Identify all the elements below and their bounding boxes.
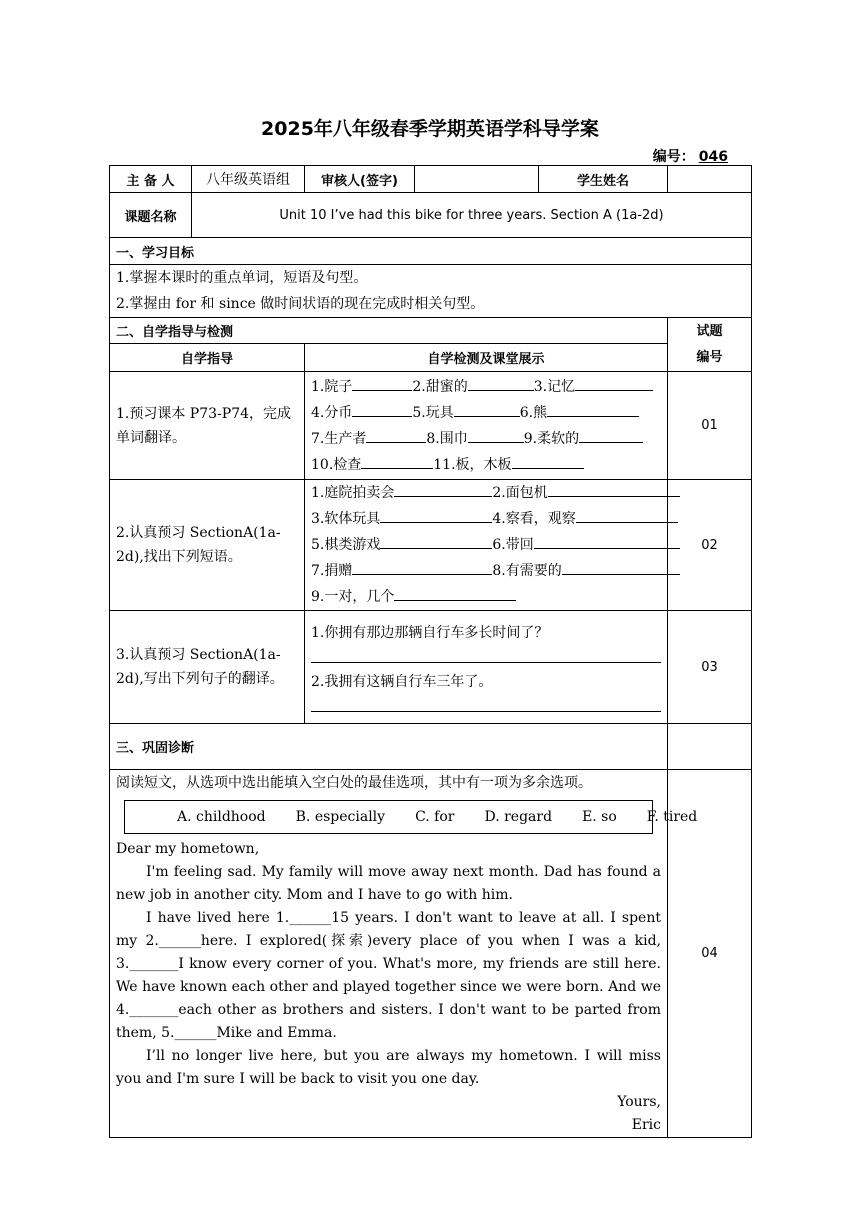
exercise-row (110, 480, 752, 611)
learning-goals (110, 265, 752, 318)
answer-blank[interactable] (468, 428, 524, 443)
item-label: 3.记忆 (533, 378, 576, 395)
question-id-header-line2: 编号 (696, 349, 723, 365)
answer-blank[interactable] (454, 402, 520, 417)
student-name-label: 学生姓名 (539, 166, 668, 193)
item-label: 4.分币 (311, 404, 353, 421)
code-label: 编号： (652, 149, 695, 165)
option: E. so (582, 809, 617, 825)
question-id-header (668, 318, 752, 372)
reading-instruction: 阅读短文，从选项中选出能填入空白处的最佳选项，其中有一项为多余选项。 (116, 775, 592, 791)
option: C. for (415, 809, 455, 825)
answer-blank[interactable] (361, 454, 433, 469)
topic-row (110, 193, 752, 238)
answer-blank[interactable] (352, 376, 412, 391)
item-label: 4.察看，观察 (492, 511, 576, 527)
item-label: 1.庭院拍卖会 (311, 485, 395, 501)
answer-blank[interactable] (380, 534, 492, 549)
topic-label: 课题名称 (110, 193, 192, 238)
section3-heading: 三、巩固诊断 (110, 724, 668, 770)
question-id: 04 (668, 770, 752, 1138)
question-id: 03 (668, 611, 752, 724)
options-box (124, 800, 698, 834)
empty-cell (668, 724, 752, 770)
answer-blank[interactable] (579, 428, 643, 443)
page-title: 2025年八年级春季学期英语学科导学案 (261, 118, 599, 140)
option: F. tired (646, 809, 698, 825)
item-label: 3.软体玩具 (311, 511, 381, 527)
question-id: 01 (668, 372, 752, 480)
answer-blank[interactable] (562, 560, 680, 575)
info-row (110, 166, 752, 193)
guide-text: 1.预习课本 P73-P74，完成单词翻译。 (110, 372, 305, 480)
guide-column-header: 自学指导 (110, 344, 305, 372)
goal-item: 2.掌握由 for 和 since 做时间状语的现在完成时相关句型。 (116, 296, 485, 312)
reading-exercise (110, 770, 698, 1138)
answer-blank[interactable] (468, 376, 534, 391)
item-label: 2.甜蜜的 (412, 378, 468, 395)
guide-text: 2.认真预习 SectionA(1a-2d),找出下列短语。 (110, 480, 305, 611)
item-label: 2.我拥有这辆自行车三年了。 (311, 674, 493, 690)
option: D. regard (484, 809, 553, 825)
answer-blank[interactable] (575, 376, 653, 391)
section1-heading: 一、学习目标 (110, 238, 752, 265)
item-label: 2.面包机 (492, 485, 548, 501)
exercise-row (110, 372, 752, 480)
option: B. especially (295, 809, 386, 825)
answer-blank[interactable] (352, 560, 492, 575)
answer-blank[interactable] (576, 508, 678, 523)
option: A. childhood (177, 809, 266, 825)
topic-value: Unit 10 I’ve had this bike for three years. Section A (1a-2d) (192, 193, 752, 238)
item-label: 5.玩具 (412, 404, 454, 421)
item-label: 5.棋类游戏 (311, 537, 381, 553)
item-label: 8.围巾 (426, 430, 468, 447)
item-label: 7.捐赠 (311, 563, 353, 579)
preparer-value: 八年级英语组 (192, 166, 305, 193)
word-translation-items (305, 372, 668, 480)
item-label: 10.检查 (311, 456, 362, 473)
code-value: 046 (698, 149, 728, 165)
document-code (653, 146, 732, 166)
sentence-items (305, 611, 668, 724)
check-column-header: 自学检测及课堂展示 (305, 344, 668, 372)
answer-blank[interactable] (512, 454, 584, 469)
item-label: 1.你拥有那边那辆自行车多长时间了？ (311, 625, 549, 641)
answer-blank[interactable] (380, 508, 492, 523)
letter-paragraph: I'm feeling sad. My family will move away next month. Dad has found a new job in another city. Mom and I have to go with him. (116, 864, 661, 903)
item-label: 6.熊 (519, 404, 548, 421)
exercise-row (110, 611, 752, 724)
letter-signature: Eric (631, 1117, 661, 1133)
answer-blank[interactable] (547, 402, 639, 417)
letter-greeting: Dear my hometown, (116, 841, 260, 857)
answer-blank[interactable] (534, 534, 680, 549)
letter-paragraph: I have lived here 1.______15 years. I don't want to leave at all. I spent my 2.______here. I explored(探索)every place of you when I was a kid, 3._______I know every corner of you. What's more, my friends are still here. We have known each other and played together since we were born. And we 4._______each other as brothers and sisters. I don't want to be parted from them, 5.______Mike and Emma. (116, 910, 661, 1041)
question-id: 02 (668, 480, 752, 611)
item-label: 8.有需要的 (492, 563, 562, 579)
student-name-field[interactable] (668, 166, 752, 193)
item-label: 1.院子 (311, 378, 353, 395)
reading-letter (116, 838, 661, 1137)
goal-item: 1.掌握本课时的重点单词，短语及句型。 (116, 270, 368, 286)
answer-line[interactable] (311, 644, 661, 663)
guide-text: 3.认真预习 SectionA(1a-2d),写出下列句子的翻译。 (110, 611, 305, 724)
answer-blank[interactable] (394, 586, 516, 601)
answer-blank[interactable] (548, 482, 680, 497)
phrase-items (305, 480, 668, 611)
reading-row (110, 770, 752, 1138)
preparer-label: 主 备 人 (110, 166, 192, 193)
reviewer-label: 审核人(签字) (305, 166, 415, 193)
item-label: 11.板，木板 (433, 456, 512, 473)
letter-closing: Yours, (617, 1094, 661, 1110)
question-id-header-line1: 试题 (696, 323, 723, 339)
reviewer-field[interactable] (415, 166, 539, 193)
item-label: 7.生产者 (311, 430, 367, 447)
item-label: 9.一对，几个 (311, 589, 395, 605)
answer-blank[interactable] (366, 428, 426, 443)
worksheet-table (109, 165, 752, 1138)
answer-blank[interactable] (394, 482, 492, 497)
item-label: 9.柔软的 (523, 430, 580, 447)
answer-blank[interactable] (352, 402, 412, 417)
letter-paragraph: I’ll no longer live here, but you are always my hometown. I will miss you and I'm sure I will be back to visit you one day. (116, 1048, 661, 1087)
section2-heading: 二、自学指导与检测 (110, 318, 668, 344)
answer-line[interactable] (311, 693, 661, 712)
item-label: 6.带回 (492, 537, 534, 553)
